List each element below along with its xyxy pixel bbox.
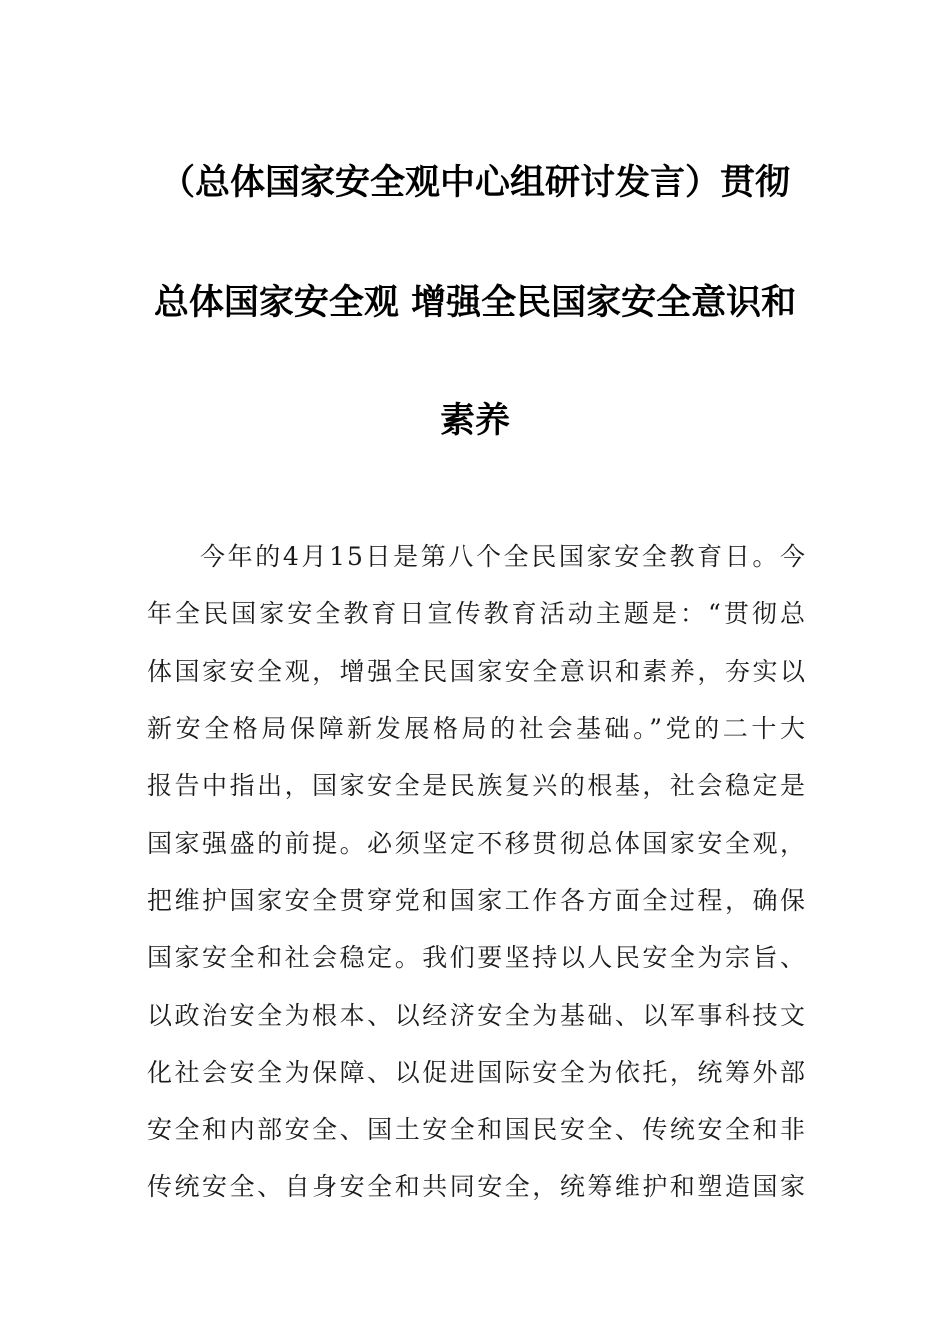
body-line-9: 以政治安全为根本、以经济安全为基础、以军事科技文: [147, 1001, 807, 1030]
body-line-11: 安全和内部安全、国土安全和国民安全、传统安全和非: [147, 1115, 807, 1144]
title-line-3: 素养: [439, 401, 510, 441]
body-line-7: 把维护国家安全贯穿党和国家工作各方面全过程，确保: [147, 886, 807, 915]
title-line-1: （总体国家安全观中心组研讨发言）贯彻: [159, 163, 790, 203]
body-line-1: 今年的4月15日是第八个全民国家安全教育日。今: [200, 542, 807, 571]
body-line-12: 传统安全、自身安全和共同安全，统筹维护和塑造国家: [147, 1172, 807, 1201]
body-line-4: 新安全格局保障新发展格局的社会基础。”党的二十大: [147, 714, 807, 743]
body-line-5: 报告中指出，国家安全是民族复兴的根基，社会稳定是: [147, 771, 807, 800]
body-line-6: 国家强盛的前提。必须坚定不移贯彻总体国家安全观，: [147, 829, 807, 858]
title-line-2: 总体国家安全观 增强全民国家安全意识和: [153, 283, 797, 323]
body-line-10: 化社会安全为保障、以促进国际安全为依托，统筹外部: [147, 1058, 807, 1087]
body-line-3: 体国家安全观，增强全民国家安全意识和素养，夯实以: [147, 657, 807, 686]
body-line-2: 年全民国家安全教育日宣传教育活动主题是：“贯彻总: [147, 599, 807, 628]
body-line-8: 国家安全和社会稳定。我们要坚持以人民安全为宗旨、: [147, 943, 807, 972]
